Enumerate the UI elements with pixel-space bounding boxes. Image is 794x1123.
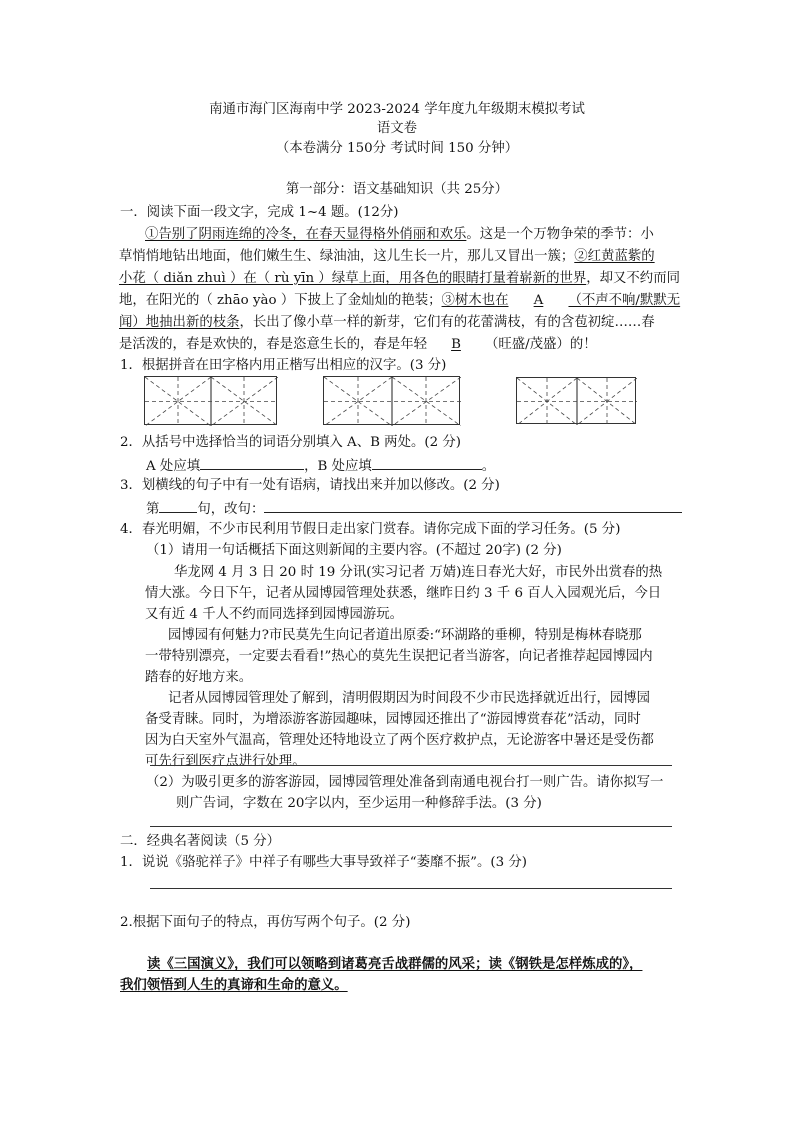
news-line: 记者从园博园管理处了解到，清明假期因为时间段不少市民选择就近出行，园博园 (168, 691, 651, 706)
passage-line (119, 270, 680, 288)
punctuation: 。 (481, 459, 496, 474)
news-line: 园博园有何魅力?市民莫先生向记者道出原委:“环湖路的垂柳，特别是梅林春晓那 (168, 628, 642, 643)
passage-line (119, 248, 655, 266)
underlined-sentence-3-cont: 闻）地抽出新的枝条 (119, 315, 240, 330)
answer-line-4-2[interactable] (150, 826, 672, 827)
question-4: 4．春光明媚，不少市民利用节假日走出家门赏春。请你完成下面的学习任务。(5 分) (120, 522, 621, 537)
exam-subject: 语文卷 (376, 121, 418, 136)
example-sentence-line1: 读《三国演义》，我们可以领略到诸葛亮舌战群儒的风采；读《钢铁是怎样炼成的》， (147, 956, 643, 972)
question-2-answer-line (146, 456, 495, 476)
answer-label: 第 (146, 502, 160, 517)
answer-line-4-1[interactable] (150, 765, 672, 766)
underlined-sentence-3: ③树木也在 (441, 293, 509, 308)
question-4-1: （1）请用一句话概括下面这则新闻的主要内容。(不超过 20字) (2 分) (146, 543, 562, 558)
answer-blank-revision[interactable] (264, 499, 682, 513)
answer-blank-a[interactable] (200, 456, 304, 470)
passage-text: ，长出了像小草一样的新芽，它们有的花蕾满枝，有的含苞初绽……春 (239, 315, 655, 330)
passage-text: ，却又不约而同 (586, 271, 680, 286)
answer-label: 句，改句： (197, 502, 265, 517)
section1-title: 一．阅读下面一段文字，完成 1~4 题。(12分) (120, 205, 399, 220)
passage-line (119, 292, 680, 310)
underlined-sentence-2-cont: 小花（ diǎn zhuì ）在（ rù yīn ）绿草上面，用各色的眼睛打量着崭新的世界 (119, 271, 587, 286)
blank-B[interactable] (427, 336, 485, 354)
passage-line (145, 226, 654, 244)
section2-title: 二．经典名著阅读（5 分） (120, 834, 281, 849)
exam-info: （本卷满分 150分 考试时间 150 分钟） (275, 141, 519, 156)
blank-label: B (451, 337, 461, 352)
news-line: 一带特别漂亮，一定要去看看!”热心的莫先生误把记者当游客，向记者推荐起园博园内 (145, 649, 653, 664)
question-2: 2．从括号中选择恰当的词语分别填入 A、B 两处。(2 分) (120, 435, 461, 450)
question-3-answer-line (146, 499, 682, 519)
answer-line-s2-1[interactable] (150, 888, 672, 889)
news-line: 又有近 4 千人不约而同选择到园博园游玩。 (145, 607, 404, 622)
section2-question-1: 1．说说《骆驼祥子》中祥子有哪些大事导致祥子“萎靡不振”。(3 分) (120, 855, 527, 870)
news-line: 踏春的好地方来。 (145, 670, 253, 685)
underlined-sentence-1: ①告别了阴雨连绵的冷冬，在春天显得格外俏丽和欢乐 (145, 227, 467, 242)
answer-label-b: ，B 处应填 (304, 459, 372, 474)
answer-label-a: A 处应填 (146, 459, 201, 474)
answer-blank-sentence-no[interactable] (159, 499, 197, 513)
blank-A[interactable] (508, 292, 568, 310)
passage-text: 地，在阳光的（ zhāo yào ）下披上了金灿灿的艳装； (119, 293, 442, 308)
question-1: 1．根据拼音在田字格内用正楷写出相应的汉字。(3 分) (120, 358, 447, 373)
part1-heading: 第一部分：语文基础知识（共 25分） (285, 182, 509, 197)
blank-label: A (533, 293, 544, 308)
passage-text: （旺盛/茂盛）的！ (484, 337, 597, 352)
question-4-2-cont: 则广告词，字数在 20字以内，至少运用一种修辞手法。(3 分) (176, 796, 542, 811)
news-line: 可先行到医疗点进行处理。 (145, 754, 306, 769)
question-3: 3．划横线的句子中有一处有语病，请找出来并加以修改。(2 分) (120, 478, 500, 493)
example-sentence-line2: 我们领悟到人生的真谛和生命的意义。 (120, 977, 348, 993)
tianzige-grid-2[interactable] (323, 376, 460, 425)
passage-text: 是活泼的，春是欢快的，春是恣意生长的，春是年轻 (119, 337, 427, 352)
tianzige-grid-3[interactable] (516, 377, 636, 424)
section2-question-2: 2.根据下面句子的特点，再仿写两个句子。(2 分) (120, 915, 411, 930)
news-line: 华龙网 4 月 3 日 20 时 19 分讯(实习记者 万婧)连日春光大好，市民外出赏春的热 (174, 565, 663, 580)
answer-blank-b[interactable] (372, 456, 482, 470)
passage-line (119, 314, 655, 332)
question-4-2: （2）为吸引更多的游客游园，园博园管理处准备到南通电视台打一则广告。请你拟写一 (146, 775, 664, 790)
exam-title: 南通市海门区海南中学 2023-2024 学年度九年级期末模拟考试 (209, 102, 585, 117)
news-line: 因为白天室外气温高，管理处还特地设立了两个医疗救护点，无论游客中暑还是受伤都 (145, 733, 654, 748)
passage-text: 。这是一个万物争荣的季节：小 (466, 227, 654, 242)
news-line: 情大涨。今日下午，记者从园博园管理处获悉，继昨日约 3 千 6 百人入园观光后，今日 (145, 586, 662, 601)
news-line: 备受青睐。同时，为增添游客游园趣味，园博园还推出了“游园博赏春花”活动，同时 (145, 712, 641, 727)
passage-text: （不声不响/默默无 (568, 293, 681, 308)
passage-line (119, 336, 597, 354)
tianzige-grid-1[interactable] (144, 376, 277, 425)
underlined-sentence-2: ②红黄蓝紫的 (574, 249, 655, 264)
passage-text: 草悄悄地钻出地面，他们嫩生生、绿油油，这儿生长一片，那儿又冒出一簇； (119, 249, 575, 264)
